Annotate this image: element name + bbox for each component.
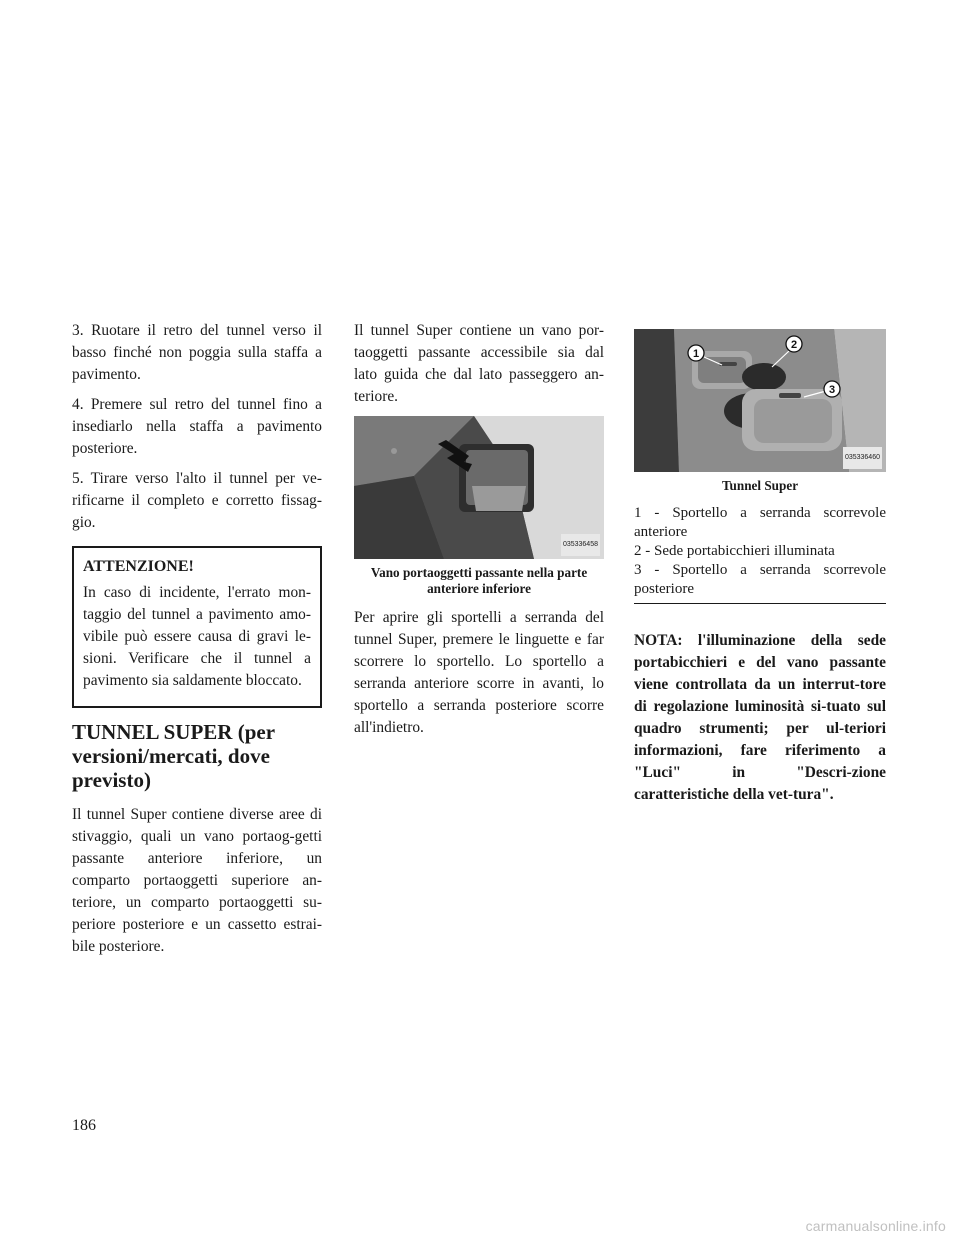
legend-item-3: 3 - Sportello a serranda scorrevole posteriore: [634, 562, 886, 597]
note-paragraph: NOTA: l'illuminazione della sede portabicchieri e del vano passante viene controllata da un interrut-tore di regolazione luminosità si-tuato sul quadro strumenti; per ul-teriori informazioni, fare riferimento a "Luci" in "Descri-zione caratteristiche della vet-tura".: [634, 632, 886, 803]
page-number: 186: [72, 1117, 96, 1134]
body-paragraph: Per aprire gli sportelli a serranda del tunnel Super, premere le linguette e far scorrere lo sportello. Lo sportello a serranda anteriore scorre in avanti, lo sportello a serranda posteriore scorre all'indietro.: [354, 609, 604, 736]
figure-code: 035336460: [843, 447, 882, 469]
column-left: [72, 320, 322, 966]
watermark: carmanualsonline.info: [805, 1218, 946, 1234]
figure-caption: Tunnel Super: [721, 478, 799, 493]
callout-2: 2: [790, 339, 798, 351]
legend-item-1: 1 - Sportello a serranda scorrevole anteriore: [634, 505, 886, 540]
column-middle: [354, 320, 604, 747]
callout-3: 3: [828, 384, 836, 396]
legend-item-2: 2 - Sede portabicchieri illuminata: [634, 543, 835, 559]
figure-code: 035336458: [561, 534, 600, 556]
intro-paragraph: Il tunnel Super contiene un vano por-taoggetti passante accessibile sia dal lato guida che dal lato passeggero an-teriore.: [354, 322, 604, 405]
column-right: [634, 320, 886, 814]
section-heading: TUNNEL SUPER (per versioni/mercati, dove previsto): [72, 720, 275, 792]
warning-box: [72, 546, 322, 708]
tunnel-super-photo: [634, 329, 886, 472]
step-3: 3. Ruotare il retro del tunnel verso il basso finché non poggia sulla staffa a pavimento.: [72, 322, 322, 383]
section-body: Il tunnel Super contiene diverse aree di stivaggio, quali un vano portaog-getti passante anteriore inferiore, un comparto portaoggetti superiore an-teriore, un comparto portaoggetti su-periore posteriore e un cassetto estrai-bile posteriore.: [72, 806, 322, 955]
figure-legend: [634, 504, 886, 604]
warning-title: ATTENZIONE!: [83, 558, 194, 575]
step-4: 4. Premere sul retro del tunnel fino a insediarlo nella staffa a pavimento posteriore.: [72, 396, 322, 457]
figure-caption: Vano portaoggetti passante nella parte anteriore inferiore: [370, 565, 588, 596]
step-5: 5. Tirare verso l'alto il tunnel per ve-rificarne il completo e corretto fissag-gio.: [72, 470, 322, 531]
pass-through-bin-photo: [354, 416, 604, 559]
warning-text: In caso di incidente, l'errato mon-taggio del tunnel a pavimento amo-vibile può essere causa di gravi le-sioni. Verificare che il tunnel a pavimento sia saldamente bloccato.: [83, 584, 311, 689]
callout-1: 1: [692, 348, 700, 360]
